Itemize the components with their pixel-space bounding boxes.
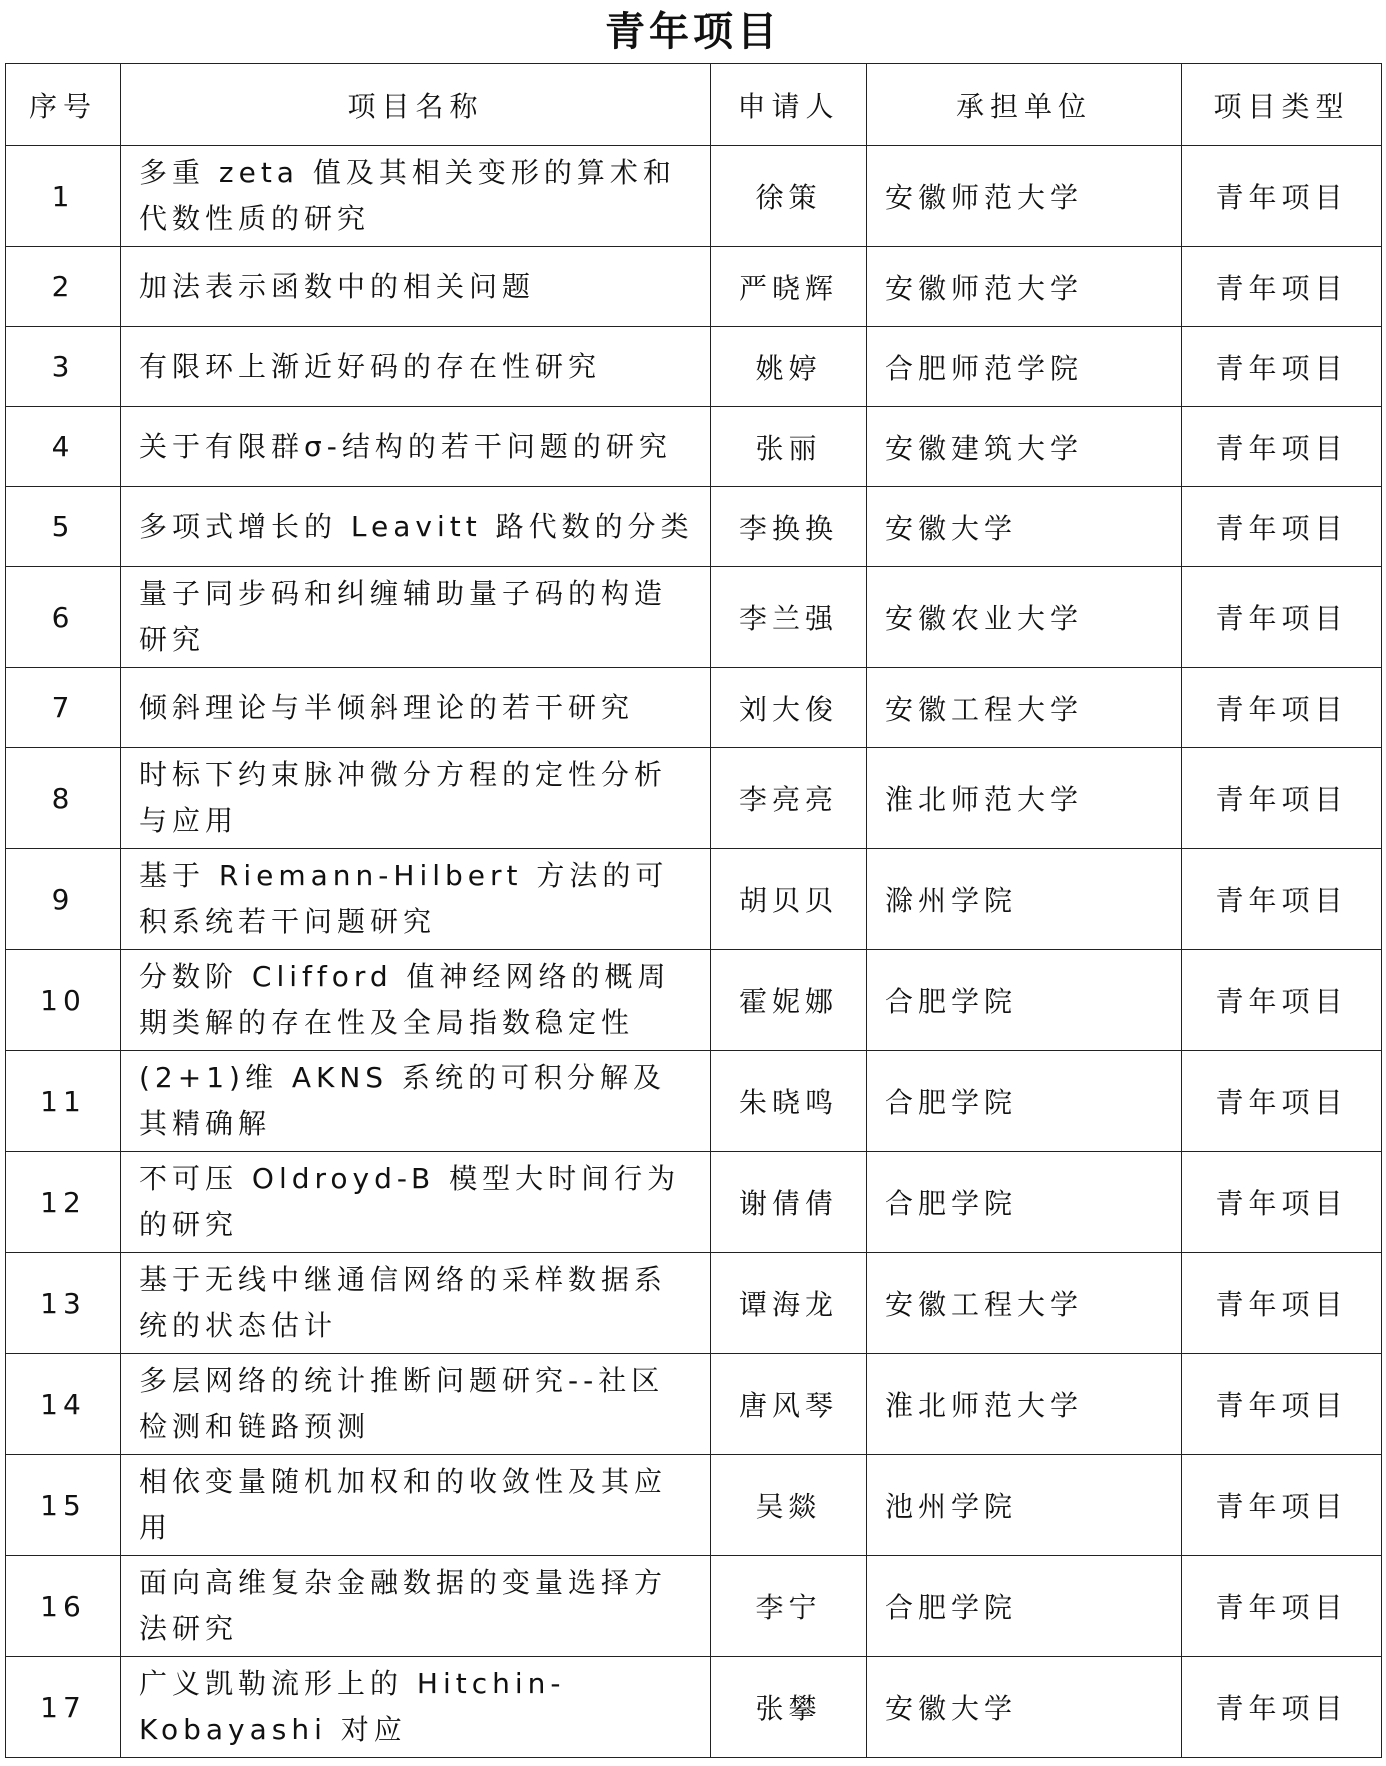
table-row — [6, 1152, 1382, 1253]
cell-type: 青年项目 — [1182, 247, 1382, 327]
table-row — [6, 1253, 1382, 1354]
cell-applicant: 张丽 — [711, 407, 867, 487]
cell-type: 青年项目 — [1182, 1455, 1382, 1556]
table-header-row — [6, 64, 1382, 146]
table-row — [6, 487, 1382, 567]
cell-applicant: 李亮亮 — [711, 748, 867, 849]
cell-name: (2+1)维 AKNS 系统的可积分解及其精确解 — [121, 1051, 711, 1152]
cell-unit: 安徽大学 — [867, 487, 1182, 567]
cell-no: 7 — [6, 668, 121, 748]
cell-no: 8 — [6, 748, 121, 849]
cell-no: 12 — [6, 1152, 121, 1253]
cell-type: 青年项目 — [1182, 1657, 1382, 1758]
cell-unit: 滁州学院 — [867, 849, 1182, 950]
project-table — [5, 63, 1382, 1758]
table-row — [6, 327, 1382, 407]
cell-type: 青年项目 — [1182, 146, 1382, 247]
cell-name: 基于 Riemann-Hilbert 方法的可积系统若干问题研究 — [121, 849, 711, 950]
cell-no: 1 — [6, 146, 121, 247]
cell-name: 面向高维复杂金融数据的变量选择方法研究 — [121, 1556, 711, 1657]
cell-name: 不可压 Oldroyd-B 模型大时间行为的研究 — [121, 1152, 711, 1253]
cell-applicant: 张攀 — [711, 1657, 867, 1758]
cell-no: 10 — [6, 950, 121, 1051]
table-row — [6, 247, 1382, 327]
cell-unit: 安徽大学 — [867, 1657, 1182, 1758]
cell-no: 9 — [6, 849, 121, 950]
cell-no: 16 — [6, 1556, 121, 1657]
cell-applicant: 谭海龙 — [711, 1253, 867, 1354]
cell-unit: 合肥学院 — [867, 950, 1182, 1051]
cell-unit: 安徽师范大学 — [867, 247, 1182, 327]
table-row — [6, 950, 1382, 1051]
cell-applicant: 李换换 — [711, 487, 867, 567]
table-row — [6, 567, 1382, 668]
cell-type: 青年项目 — [1182, 487, 1382, 567]
cell-type: 青年项目 — [1182, 1152, 1382, 1253]
header-type: 项目类型 — [1182, 64, 1382, 146]
cell-no: 5 — [6, 487, 121, 567]
cell-name: 加法表示函数中的相关问题 — [121, 247, 711, 327]
table-row — [6, 407, 1382, 487]
cell-applicant: 姚婷 — [711, 327, 867, 407]
table-row — [6, 1051, 1382, 1152]
cell-no: 4 — [6, 407, 121, 487]
cell-type: 青年项目 — [1182, 668, 1382, 748]
header-no: 序号 — [6, 64, 121, 146]
table-row — [6, 748, 1382, 849]
cell-type: 青年项目 — [1182, 950, 1382, 1051]
cell-type: 青年项目 — [1182, 1556, 1382, 1657]
cell-applicant: 李宁 — [711, 1556, 867, 1657]
cell-name: 时标下约束脉冲微分方程的定性分析与应用 — [121, 748, 711, 849]
cell-name: 多项式增长的 Leavitt 路代数的分类 — [121, 487, 711, 567]
cell-unit: 安徽建筑大学 — [867, 407, 1182, 487]
table-row — [6, 146, 1382, 247]
cell-applicant: 胡贝贝 — [711, 849, 867, 950]
cell-type: 青年项目 — [1182, 567, 1382, 668]
cell-unit: 合肥学院 — [867, 1051, 1182, 1152]
cell-applicant: 吴燚 — [711, 1455, 867, 1556]
cell-no: 6 — [6, 567, 121, 668]
table-row — [6, 849, 1382, 950]
cell-name: 基于无线中继通信网络的采样数据系统的状态估计 — [121, 1253, 711, 1354]
cell-no: 3 — [6, 327, 121, 407]
cell-type: 青年项目 — [1182, 407, 1382, 487]
cell-applicant: 霍妮娜 — [711, 950, 867, 1051]
cell-no: 17 — [6, 1657, 121, 1758]
cell-no: 11 — [6, 1051, 121, 1152]
cell-unit: 淮北师范大学 — [867, 1354, 1182, 1455]
cell-no: 2 — [6, 247, 121, 327]
cell-name: 关于有限群σ-结构的若干问题的研究 — [121, 407, 711, 487]
cell-applicant: 严晓辉 — [711, 247, 867, 327]
cell-name: 分数阶 Clifford 值神经网络的概周期类解的存在性及全局指数稳定性 — [121, 950, 711, 1051]
cell-applicant: 朱晓鸣 — [711, 1051, 867, 1152]
table-row — [6, 1354, 1382, 1455]
cell-type: 青年项目 — [1182, 327, 1382, 407]
header-name: 项目名称 — [121, 64, 711, 146]
cell-unit: 安徽农业大学 — [867, 567, 1182, 668]
cell-unit: 安徽工程大学 — [867, 668, 1182, 748]
cell-applicant: 刘大俊 — [711, 668, 867, 748]
cell-name: 相依变量随机加权和的收敛性及其应用 — [121, 1455, 711, 1556]
cell-no: 14 — [6, 1354, 121, 1455]
cell-unit: 安徽师范大学 — [867, 146, 1182, 247]
cell-unit: 合肥师范学院 — [867, 327, 1182, 407]
cell-unit: 安徽工程大学 — [867, 1253, 1182, 1354]
cell-type: 青年项目 — [1182, 1051, 1382, 1152]
cell-name: 量子同步码和纠缠辅助量子码的构造研究 — [121, 567, 711, 668]
cell-name: 广义凯勒流形上的 Hitchin-Kobayashi 对应 — [121, 1657, 711, 1758]
table-row — [6, 1556, 1382, 1657]
cell-type: 青年项目 — [1182, 1253, 1382, 1354]
cell-applicant: 徐策 — [711, 146, 867, 247]
cell-type: 青年项目 — [1182, 1354, 1382, 1455]
cell-unit: 合肥学院 — [867, 1556, 1182, 1657]
table-row — [6, 1657, 1382, 1758]
cell-name: 多重 zeta 值及其相关变形的算术和代数性质的研究 — [121, 146, 711, 247]
cell-unit: 淮北师范大学 — [867, 748, 1182, 849]
cell-name: 多层网络的统计推断问题研究--社区检测和链路预测 — [121, 1354, 711, 1455]
header-applicant: 申请人 — [711, 64, 867, 146]
cell-type: 青年项目 — [1182, 849, 1382, 950]
table-row — [6, 668, 1382, 748]
cell-type: 青年项目 — [1182, 748, 1382, 849]
cell-unit: 池州学院 — [867, 1455, 1182, 1556]
header-unit: 承担单位 — [867, 64, 1182, 146]
cell-name: 有限环上渐近好码的存在性研究 — [121, 327, 711, 407]
cell-applicant: 谢倩倩 — [711, 1152, 867, 1253]
cell-name: 倾斜理论与半倾斜理论的若干研究 — [121, 668, 711, 748]
cell-applicant: 唐风琴 — [711, 1354, 867, 1455]
table-row — [6, 1455, 1382, 1556]
cell-applicant: 李兰强 — [711, 567, 867, 668]
cell-no: 15 — [6, 1455, 121, 1556]
cell-unit: 合肥学院 — [867, 1152, 1182, 1253]
cell-no: 13 — [6, 1253, 121, 1354]
page-title: 青年项目 — [605, 9, 781, 55]
